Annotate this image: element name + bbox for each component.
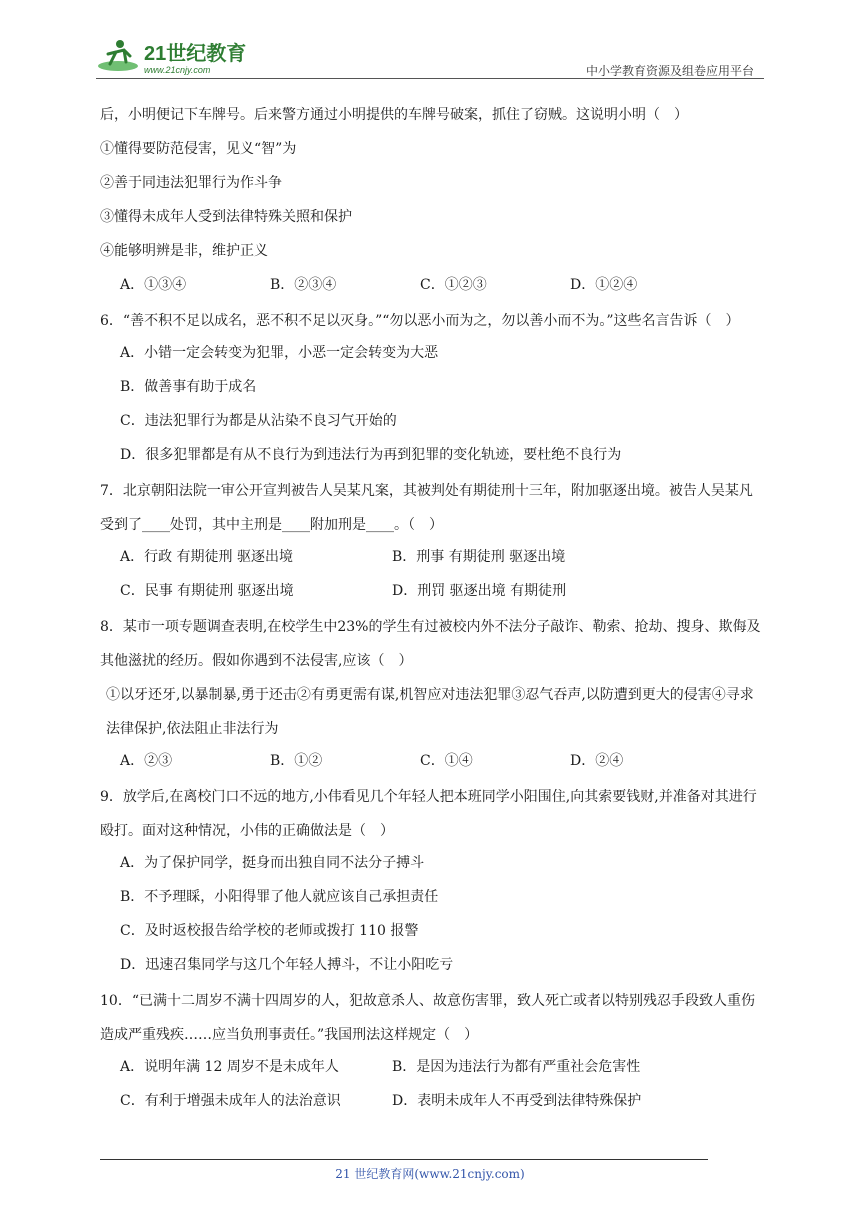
q7-option-a[interactable]: A．行政 有期徒刑 驱逐出境 (120, 549, 294, 565)
q10-options-row1 (100, 1052, 762, 1086)
page-footer[interactable]: 21 世纪教育网(www.21cnjy.com) (335, 1167, 525, 1181)
q8-options (100, 746, 762, 780)
q8-option-a[interactable]: A．②③ (120, 753, 173, 769)
q10-option-b[interactable]: B．是因为违法行为都有严重社会危害性 (392, 1059, 641, 1075)
question-content (100, 100, 762, 1120)
q9-stem: 9．放学后,在离校门口不远的地方,小伟看见几个年轻人把本班同学小阳围住,向其索要钱财,并准备对其进行殴打。面对这种情况，小伟的正确做法是（ ） (100, 789, 757, 839)
q7-option-c[interactable]: C．民事 有期徒刑 驱逐出境 (120, 583, 294, 599)
q10-option-d[interactable]: D．表明未成年人不再受到法律特殊保护 (392, 1093, 642, 1109)
q6-option-a[interactable]: A．小错一定会转变为犯罪，小恶一定会转变为大恶 (120, 345, 439, 361)
q6-stem: 6．“善不积不足以成名，恶不积不足以灭身。”“勿以恶小而为之，勿以善小而不为。”这些名言告诉（ ） (100, 313, 740, 329)
q8-stem: 8．某市一项专题调查表明,在校学生中23%的学生有过被校内外不法分子敲诈、勒索、抢劫、搜身、欺侮及其他滋扰的经历。假如你遇到不法侵害,应该（ ） (100, 619, 761, 669)
q5-item-3: ③懂得未成年人受到法律特殊关照和保护 (100, 209, 352, 225)
q5-option-b[interactable]: B．②③④ (270, 277, 337, 293)
q9-option-b[interactable]: B．不予理睬，小阳得罪了他人就应该自己承担责任 (120, 889, 439, 905)
site-logo (96, 36, 266, 76)
q5-stem: 后，小明便记下车牌号。后来警方通过小明提供的车牌号破案，抓住了窃贼。这说明小明（ ） (100, 107, 688, 123)
platform-name: 中小学教育资源及组卷应用平台 (585, 64, 754, 78)
header-divider (96, 78, 764, 79)
q8-option-b[interactable]: B．①② (270, 753, 323, 769)
q7-options-row1 (100, 542, 762, 576)
svg-text:www.21cnjy.com: www.21cnjy.com (144, 65, 211, 75)
q5-item-1: ①懂得要防范侵害，见义“智”为 (100, 141, 297, 157)
q5-item-2: ②善于同违法犯罪行为作斗争 (100, 175, 282, 191)
q9-option-d[interactable]: D．迅速召集同学与这几个年轻人搏斗，不让小阳吃亏 (120, 957, 454, 973)
q7-option-d[interactable]: D．刑罚 驱逐出境 有期徒刑 (392, 583, 567, 599)
q5-option-c[interactable]: C．①②③ (420, 277, 487, 293)
q10-options-row2 (100, 1086, 762, 1120)
q6-option-c[interactable]: C．违法犯罪行为都是从沾染不良习气开始的 (120, 413, 397, 429)
q9-option-a[interactable]: A．为了保护同学，挺身而出独自同不法分子搏斗 (120, 855, 425, 871)
q10-stem: 10．“已满十二周岁不满十四周岁的人，犯故意杀人、故意伤害罪，致人死亡或者以特别残忍手段致人重伤造成严重残疾……应当负刑事责任。”我国刑法这样规定（ ） (100, 993, 755, 1043)
q6-option-b[interactable]: B．做善事有助于成名 (120, 379, 257, 395)
svg-text:21世纪教育: 21世纪教育 (144, 43, 247, 65)
q7-stem: 7．北京朝阳法院一审公开宣判被告人吴某凡案，其被判处有期徒刑十三年，附加驱逐出境。被告人吴某凡受到了____处罚，其中主刑是____附加刑是____。（ ） (100, 483, 753, 533)
q8-option-d[interactable]: D．②④ (570, 753, 624, 769)
q5-item-4: ④能够明辨是非，维护正义 (100, 243, 268, 259)
q5-option-d[interactable]: D．①②④ (570, 277, 638, 293)
q8-option-c[interactable]: C．①④ (420, 753, 473, 769)
q8-items: ①以牙还牙,以暴制暴,勇于还击②有勇更需有谋,机智应对违法犯罪③忍气吞声,以防遭到更大的侵害④寻求法律保护,依法阻止非法行为 (106, 687, 754, 737)
q5-option-a[interactable]: A．①③④ (120, 277, 187, 293)
footer-divider (100, 1159, 708, 1160)
q10-option-a[interactable]: A．说明年满 12 周岁不是未成年人 (120, 1059, 339, 1075)
q9-option-c[interactable]: C．及时返校报告给学校的老师或拨打 110 报警 (120, 923, 419, 939)
q5-options (100, 270, 762, 304)
q7-option-b[interactable]: B．刑事 有期徒刑 驱逐出境 (392, 549, 566, 565)
q7-options-row2 (100, 576, 762, 610)
page-header (96, 36, 764, 80)
q6-option-d[interactable]: D．很多犯罪都是有从不良行为到违法行为再到犯罪的变化轨迹，要杜绝不良行为 (120, 447, 622, 463)
q10-option-c[interactable]: C．有利于增强未成年人的法治意识 (120, 1093, 341, 1109)
